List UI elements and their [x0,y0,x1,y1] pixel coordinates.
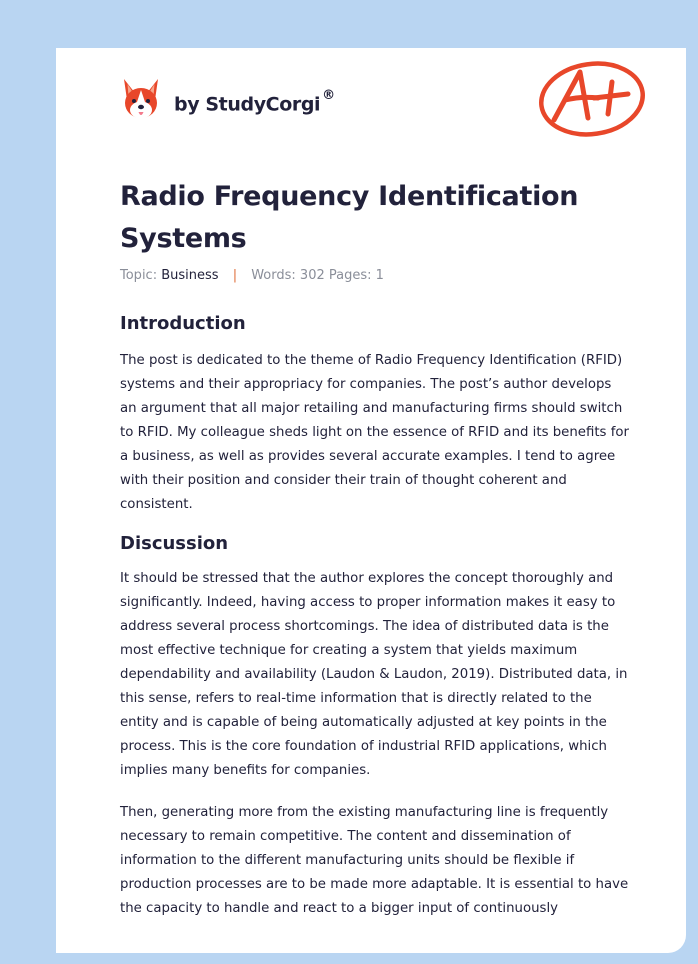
introduction-paragraph: The post is dedicated to the theme of Radio Frequency Identification (RFID) systems and their appropriacy for companies. The post’s author develops an argument that all major retailing and manufacturing firms should switch to RFID. My colleague sheds light on the essence of RFID and its benefits for a business, as well as provides several accurate examples. I tend to agree with their position and consider their train of thought coherent and consistent. [120,353,629,512]
document-body [120,311,632,921]
meta-separator: | [232,268,238,283]
section-heading-introduction: Introduction [120,313,246,334]
word-count: Words: 302 [251,268,325,283]
corgi-icon [120,76,162,124]
page-count: Pages: 1 [328,268,384,283]
brand-name: by StudyCorgi ® [174,88,335,116]
brand-header [120,74,335,126]
section-heading-discussion: Discussion [120,533,229,554]
discussion-paragraph-2: Then, generating more from the existing manufacturing line is frequently necessary to remain competitive. The content and dissemination of information to the different manufacturing units should be flexible if production processes are to be made more adaptable. It is essential to have the capacity to handle and react to a bigger input of continuously [120,805,629,916]
registered-mark: ® [322,88,335,104]
topic-link[interactable]: Business [161,268,219,283]
discussion-paragraph-1: It should be stressed that the author explores the concept thoroughly and significantly. Indeed, having access to proper information makes it easy to address several process shortcomings. The idea of distributed data is the most effective technique for creating a system that yields maximum dependability and availability (Laudon & Laudon, 2019). Distributed data, in this sense, refers to real-time information that is directly related to the entity and is capable of being automatically adjusted at key points in the process. This is the core foundation of industrial RFID applications, which implies many benefits for companies. [120,571,628,778]
document-page [56,48,686,953]
document-title: Radio Frequency Identification Systems [120,181,579,254]
a-plus-grade-icon [536,58,648,140]
topic-label: Topic: [120,268,158,283]
document-meta [120,268,384,283]
